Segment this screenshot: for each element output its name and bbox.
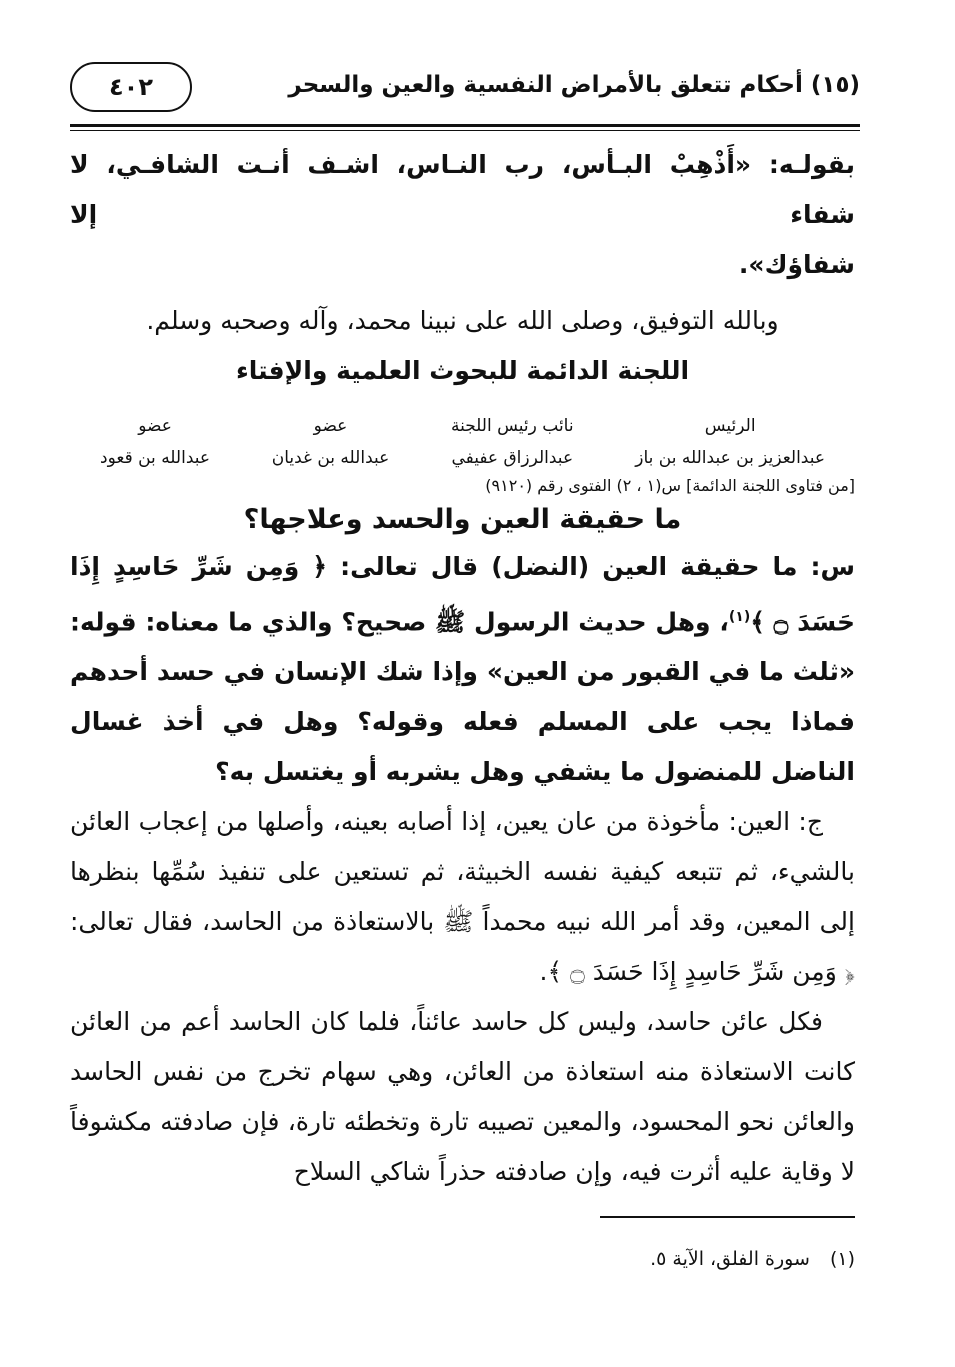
signature-deputy [451, 410, 574, 474]
footnote [650, 1248, 855, 1270]
question-paragraph [70, 542, 855, 797]
signature-name: عبدالله بن غديان [271, 448, 390, 468]
signature-name: عبدالعزيز بن عبدالله بن باز [635, 448, 825, 468]
footnote-divider [600, 1216, 855, 1218]
page-body [70, 140, 855, 1197]
question-text-2: ، وهل حديث الرسول ﷺ صحيح؟ والذي ما معناه: قوله: «ثلث ما في القبور من العين» وإذا شك الإنسان في حسد أحدهم فماذا يجب على المسلم فعله وقوله؟ وهل في أخذ غسال الناضل للمنضول ما يشفي وهل يشربه أو يغتسل به؟ [70, 607, 855, 787]
footnote-number: (١) [829, 1248, 855, 1270]
footnote-reference: (١) [728, 609, 751, 625]
signature-block [100, 410, 825, 474]
section-heading: ما حقيقة العين والحسد وعلاجها؟ [243, 504, 682, 535]
signature-role: عضو [138, 416, 172, 436]
page-header [70, 62, 860, 124]
signature-role: عضو [313, 416, 348, 436]
header-divider-thin [70, 130, 860, 131]
dua-line-2: شفاؤك». [738, 250, 855, 279]
signature-chairman [635, 410, 825, 474]
header-divider [70, 124, 860, 127]
dua-line-1: بقولـه: «أَذْهِبْ البـأس، رب النـاس، اشـف أنـت الشافـي، لا شفاء إلا [70, 150, 855, 229]
page-number-badge: ٤٠٢ [70, 62, 192, 112]
running-title: (١٥) أحكام تتعلق بالأمراض النفسية والعين والسحر [288, 72, 860, 98]
signature-member-1 [272, 410, 390, 474]
closing-line: وبالله التوفيق، وصلى الله على نبينا محمد، وآله وصحبه وسلم. [146, 306, 779, 335]
signature-name: عبدالله بن قعود [100, 448, 211, 468]
question-text-1: س: ما حقيقة العين (النضل) قال تعالى: ﴿ وَمِن شَرِّ حَاسِدٍ إِذَا حَسَدَ ۝ ﴾ [70, 552, 855, 637]
answer-paragraph-1: ج: العين: مأخوذة من عان يعين، إذا أصابه بعينه، وأصلها من إعجاب العائن بالشيء، ثم تتبعه كيفية نفسه الخبيثة، ثم تستعين على تنفيذ سُمِّها بنظرها إلى المعين، وقد أمر الله نبيه محمداً ﷺ بالاستعاذة من الحاسد، فقال تعالى: ﴿ وَمِن شَرِّ حَاسِدٍ إِذَا حَسَدَ ۝ ﴾. [70, 807, 855, 987]
signature-name: عبدالرزاق عفيفي [451, 448, 574, 468]
signature-role: الرئيس [704, 416, 756, 436]
fatwa-source: [من فتاوى اللجنة الدائمة] س(١ ، ٢) الفتوى رقم (٩١٢٠) [485, 476, 855, 495]
footnote-text: سورة الفلق، الآية ٥. [650, 1248, 810, 1270]
signature-role: نائب رئيس اللجنة [450, 416, 574, 436]
answer-paragraph-2: فكل عائن حاسد، وليس كل حاسد عائناً، فلما كان الحاسد أعم من العائن كانت الاستعاذة منه استعاذة من العائن، وهي سهام تخرج من نفس الحاسد والعائن نحو المحسود، والمعين تصيبه تارة وتخطئه تارة، فإن صادفته مكشوفاً لا وقاية عليه أثرت فيه، وإن صادفته حذراً شاكي السلاح [70, 1007, 855, 1187]
committee-name: اللجنة الدائمة للبحوث العلمية والإفتاء [235, 356, 690, 385]
signature-member-2 [100, 410, 210, 474]
